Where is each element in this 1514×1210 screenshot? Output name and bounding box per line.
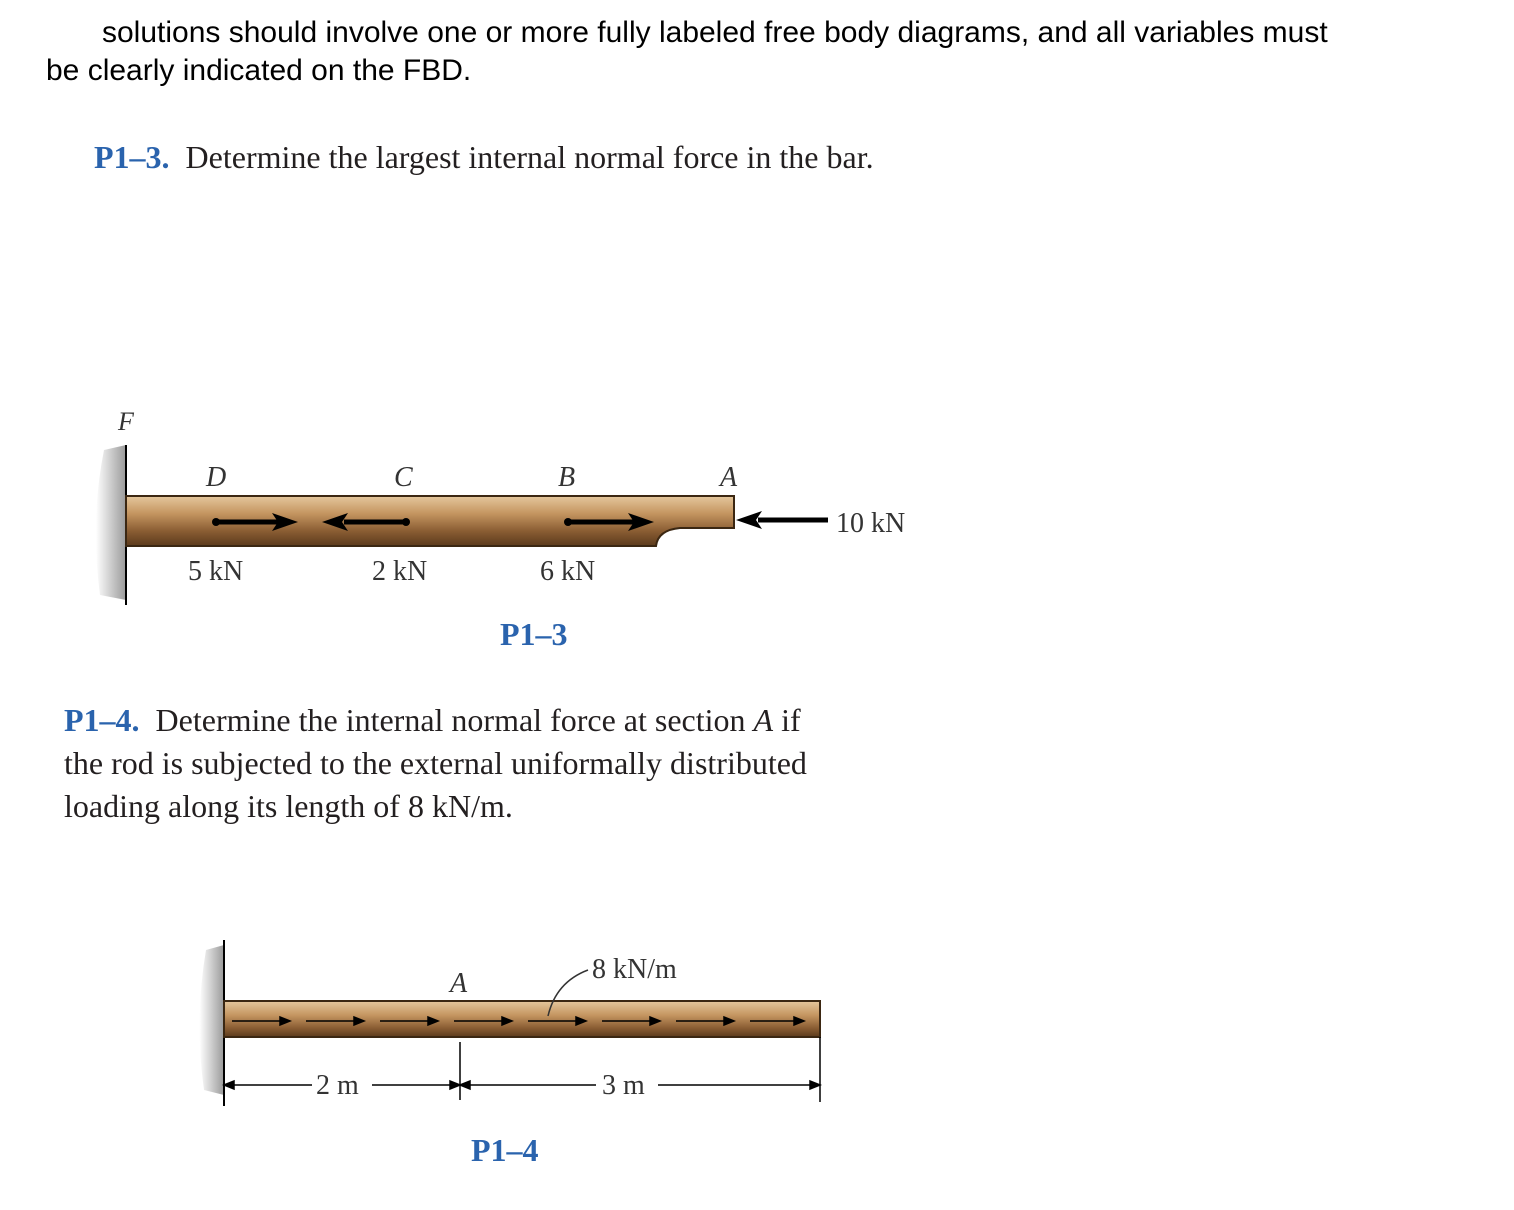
wall-support (96, 445, 126, 600)
problem-4-text-line-1: Determine the internal normal force at section (155, 702, 746, 738)
point-d-label: D (206, 462, 227, 493)
instructions (46, 14, 1476, 90)
dim-left-label: 2 m (316, 1070, 359, 1101)
problem-3-number: P1–3. (94, 139, 170, 175)
problem-4-text-line-3: loading along its length of 8 kN/m. (64, 788, 513, 824)
figure-p1-4 (0, 930, 1000, 1120)
force-a-label: 10 kN (836, 508, 906, 539)
figure-p1-3-caption: P1–3 (500, 616, 568, 652)
problem-4-number: P1–4. (64, 702, 140, 738)
problem-4-text-line-1-end: if (781, 702, 801, 738)
force-d-label: 5 kN (188, 556, 244, 587)
force-b-label: 6 kN (540, 556, 596, 587)
force-c-label: 2 kN (372, 556, 428, 587)
problem-3-statement (94, 136, 874, 179)
wall-support-2 (199, 945, 224, 1095)
section-a-label: A (450, 968, 468, 999)
instructions-line-1: solutions should involve one or more fully labeled free body diagrams, and all variables must (102, 16, 1328, 49)
instructions-line-2: be clearly indicated on the FBD. (46, 54, 472, 87)
figure-p1-4-caption: P1–4 (471, 1132, 539, 1168)
force-arrow-a (736, 511, 828, 529)
point-b-label: B (558, 462, 576, 493)
figure-p1-3 (0, 390, 1000, 620)
problem-4-text-line-2: the rod is subjected to the external uniformally distributed (64, 745, 807, 781)
support-label: F (118, 407, 134, 436)
dim-right-label: 3 m (602, 1070, 645, 1101)
point-c-label: C (394, 462, 413, 493)
problem-4-statement (64, 699, 964, 828)
point-a-label: A (720, 462, 738, 493)
load-label: 8 kN/m (592, 954, 677, 985)
problem-3-text: Determine the largest internal normal force in the bar. (185, 139, 874, 175)
problem-4-section-ref: A (753, 702, 774, 738)
